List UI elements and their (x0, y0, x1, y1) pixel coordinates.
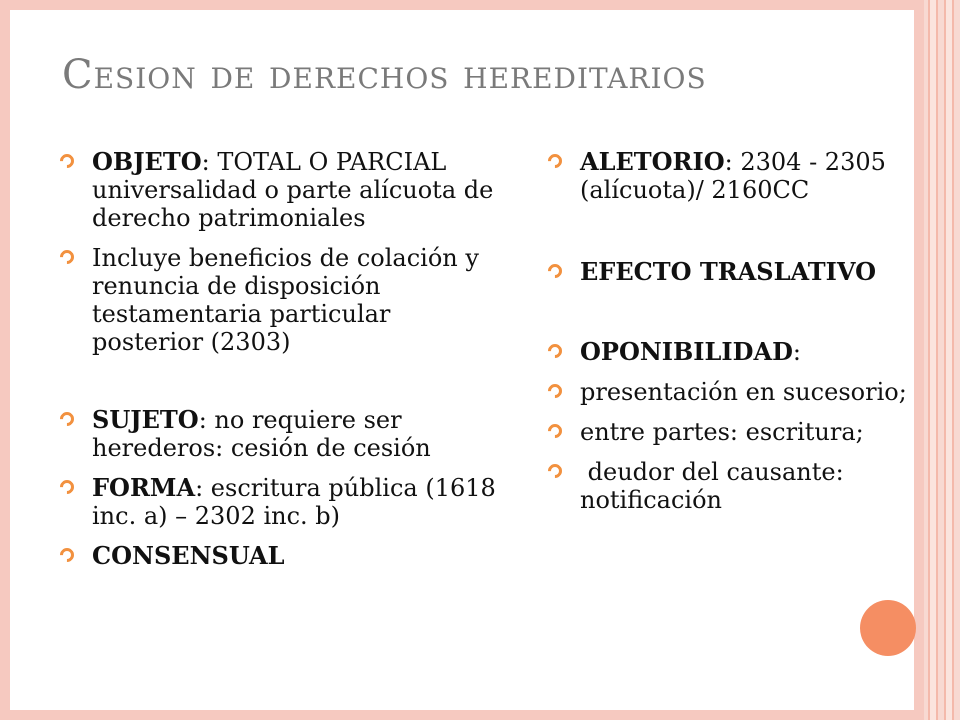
list-item (548, 148, 908, 204)
item-label: EFECTO TRASLATIVO (580, 257, 876, 286)
item-text: presentación en sucesorio; (580, 378, 907, 406)
item-text: : TOTAL O PARCIAL universalidad o parte alícuota de derecho patrimoniales (92, 148, 494, 232)
frame-border-right (914, 10, 924, 710)
item-text: entre partes: escritura; (580, 418, 864, 446)
item-text: : (792, 338, 801, 366)
item-label: FORMA (92, 473, 196, 502)
bullet-icon (57, 409, 77, 429)
list-item (548, 458, 908, 514)
item-label: SUJETO (92, 405, 199, 434)
item-label: OBJETO (92, 147, 202, 176)
bullet-icon (57, 151, 77, 171)
left-column (60, 148, 500, 570)
bullet-icon (545, 381, 565, 401)
decorative-stripes (924, 0, 960, 720)
decorative-circle (860, 600, 916, 656)
frame-border-top (0, 0, 924, 10)
list-item (548, 258, 908, 286)
list-item (548, 418, 908, 446)
bullet-icon (545, 421, 565, 441)
frame-border-bottom (0, 710, 924, 720)
list-item (60, 474, 500, 530)
bullet-icon (57, 247, 77, 267)
list-item (60, 542, 500, 570)
list-item (548, 378, 908, 406)
list-item (60, 406, 500, 462)
item-text: : no requiere ser herederos: cesión de cesión (92, 406, 431, 462)
bullet-icon (57, 545, 77, 565)
item-label: CONSENSUAL (92, 541, 285, 570)
item-text: Incluye beneficios de colación y renuncia de disposición testamentaria particular posterior (2303) (92, 244, 479, 356)
item-text: deudor del causante: notificación (580, 458, 852, 514)
right-column (548, 148, 908, 514)
item-text: : 2304 - 2305 (alícuota)/ 2160CC (580, 148, 886, 204)
bullet-icon (545, 341, 565, 361)
list-item (60, 244, 500, 356)
item-label: ALETORIO (580, 147, 725, 176)
slide-title: Cesion de derechos hereditarios (62, 52, 707, 98)
bullet-icon (57, 477, 77, 497)
list-item (60, 148, 500, 232)
item-text: : escritura pública (1618 inc. a) – 2302 inc. b) (92, 474, 496, 530)
frame-border-left (0, 0, 10, 720)
bullet-icon (545, 261, 565, 281)
bullet-icon (545, 151, 565, 171)
item-label: OPONIBILIDAD (580, 337, 793, 366)
bullet-icon (545, 461, 565, 481)
list-item (548, 338, 908, 366)
